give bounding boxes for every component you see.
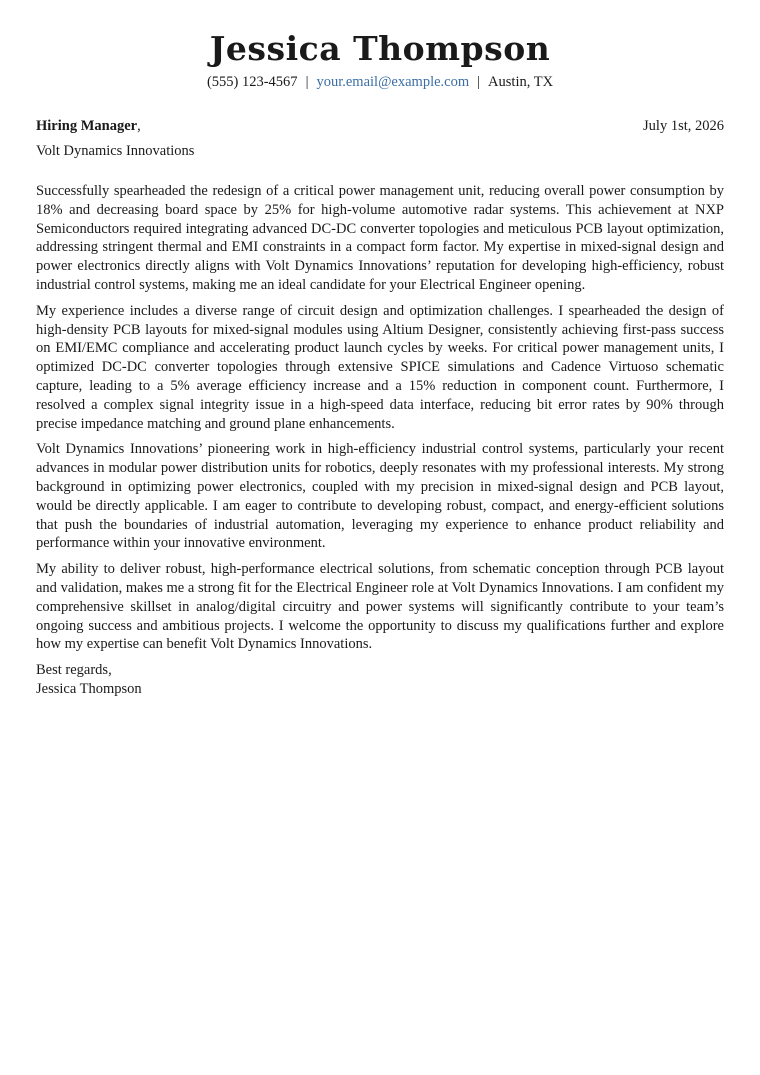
letter-body: [36, 182, 724, 654]
recipient-comma: ,: [137, 118, 141, 134]
contact-separator: |: [477, 74, 481, 90]
contact-line: [36, 73, 724, 91]
company-name: Volt Dynamics Innovations: [36, 143, 195, 159]
salutation-row: [36, 117, 724, 135]
recipient: [36, 117, 141, 135]
recipient-name: Hiring Manager: [36, 118, 138, 134]
email-link[interactable]: your.email@example.com: [316, 74, 470, 90]
paragraph-2: My experience includes a diverse range of circuit design and optimization challenges. I spearheaded the design of high-density PCB layouts for mixed-signal modules using Altium Designer, consistently achieving first-pass success on EMI/EMC compliance and accelerating product launch cycles by weeks. For critical power management units, I optimized DC-DC converter topologies through extensive SPICE simulations and Cadence Virtuoso schematic capture, leading to a 5% average efficiency increase and a 15% reduction in component count. Furthermore, I resolved a complex signal integrity issue in a high-speed data interface, reducing bit error rates by 90% through precise impedance matching and ground plane enhancements.: [36, 302, 724, 432]
signature: Jessica Thompson: [36, 680, 142, 697]
contact-separator: |: [305, 74, 309, 90]
phone-number: (555) 123-4567: [206, 74, 298, 90]
closing-salutation: Best regards,: [36, 662, 112, 679]
closing-block: [36, 661, 724, 699]
applicant-name: Jessica Thompson: [209, 29, 551, 68]
paragraph-3: Volt Dynamics Innovations’ pioneering work in high-efficiency industrial control systems, particularly your recent advances in modular power distribution units for robotics, deeply resonates with my professional interests. My strong background in optimizing power electronics, coupled with my precision in mixed-signal design and PCB layout, would be directly applicable. I am eager to contribute to developing robust, compact, and energy-efficient solutions that push the boundaries of industrial automation, leveraging my experience to enhance product reliability and performance within your innovative environment.: [36, 441, 724, 552]
paragraph-1: Successfully spearheaded the redesign of a critical power management unit, reducing overall power consumption by 18% and decreasing board space by 25% for high-volume automotive radar systems. This achievement at NXP Semiconductors required integrating advanced DC-DC converter topologies and meticulous PCB layout optimization, addressing stringent thermal and EMI constraints in a compact form factor. My expertise in mixed-signal design and power electronics directly aligns with Volt Dynamics Innovations’ reputation for developing high-efficiency, robust industrial control systems, making me an ideal candidate for your Electrical Engineer opening.: [36, 183, 724, 293]
letter-date: July 1st, 2026: [643, 118, 724, 134]
paragraph-4: My ability to deliver robust, high-performance electrical solutions, from schematic conception through PCB layout and validation, makes me a strong fit for the Electrical Engineer role at Volt Dynamics Innovations. I am confident my comprehensive skillset in analog/digital circuitry and power systems will significantly contribute to your team’s ongoing success and ambitious projects. I welcome the opportunity to discuss my qualifications further and explore how my expertise can benefit Volt Dynamics Innovations.: [36, 561, 724, 653]
location: Austin, TX: [488, 74, 554, 90]
